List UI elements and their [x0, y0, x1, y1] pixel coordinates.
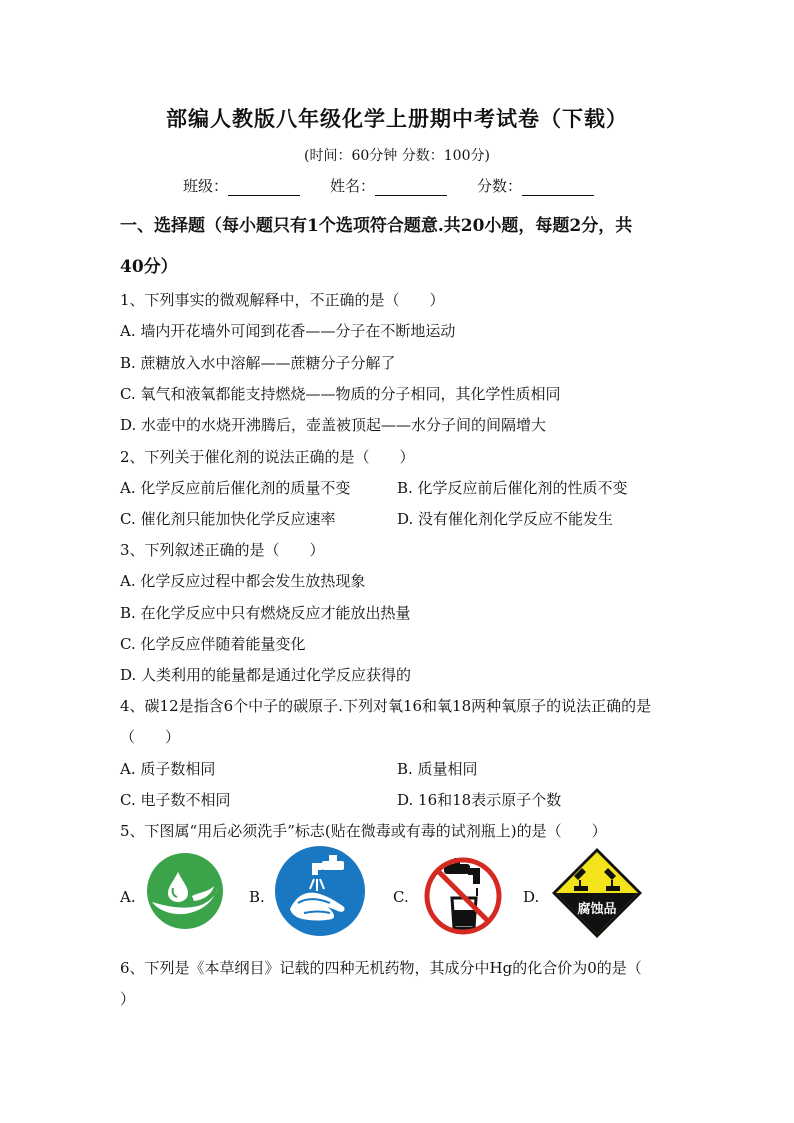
name-label: 姓名： [330, 177, 376, 195]
name-blank[interactable] [375, 181, 447, 196]
section-heading: 一、选择题（每小题只有1个选项符合题意.共20小题，每题2分，共 [120, 216, 633, 236]
student-info-row [183, 175, 594, 196]
question-5-option-c-label: C. [393, 888, 409, 906]
question-4-option-c: C. 电子数不相同 [120, 791, 231, 809]
question-3-option-a: A. 化学反应过程中都会发生放热现象 [120, 572, 366, 590]
question-6-stem: 6、下列是《本草纲目》记载的四种无机药物，其成分中Hg的化合价为0的是（ [120, 959, 642, 977]
corrosive-hazard-sign-icon [550, 846, 644, 944]
question-6-stem-cont: ） [120, 990, 136, 1008]
question-1-stem: 1、下列事实的微观解释中，不正确的是（ ） [120, 291, 445, 309]
no-drinking-water-sign-icon [424, 852, 502, 940]
class-blank[interactable] [228, 181, 300, 196]
section-heading-cont: 40分） [120, 257, 178, 277]
question-1-option-b: B. 蔗糖放入水中溶解——蔗糖分子分解了 [120, 354, 396, 372]
green-water-drop-sign-icon [146, 852, 224, 934]
corrosive-label: 腐蚀品 [577, 902, 617, 917]
question-1-option-c: C. 氧气和液氧都能支持燃烧——物质的分子相同，其化学性质相同 [120, 385, 561, 403]
question-2-option-b: B. 化学反应前后催化剂的性质不变 [397, 479, 628, 497]
question-4-option-a: A. 质子数相同 [120, 760, 216, 778]
page-title: 部编人教版八年级化学上册期中考试卷（下载） [166, 106, 628, 131]
question-3-stem: 3、下列叙述正确的是（ ） [120, 541, 325, 559]
question-4-stem: 4、碳12是指含6个中子的碳原子.下列对氧16和氧18两种氧原子的说法正确的是 [120, 697, 652, 715]
hand-washing-sign-icon [274, 852, 366, 941]
score-label: 分数： [477, 177, 523, 195]
question-3-option-d: D. 人类利用的能量都是通过化学反应获得的 [120, 666, 412, 684]
question-1-option-d: D. 水壶中的水烧开沸腾后，壶盖被顶起——水分子间的间隔增大 [120, 416, 547, 434]
question-3-option-c: C. 化学反应伴随着能量变化 [120, 635, 306, 653]
question-4-stem-cont: （ ） [120, 728, 181, 746]
class-label: 班级： [183, 177, 229, 195]
score-blank[interactable] [522, 181, 594, 196]
question-5-stem: 5、下图属“用后必须洗手”标志(贴在微毒或有毒的试剂瓶上)的是（ ） [120, 822, 607, 840]
question-2-option-d: D. 没有催化剂化学反应不能发生 [397, 510, 614, 528]
question-1-option-a: A. 墙内开花墙外可闻到花香——分子在不断地运动 [120, 322, 456, 340]
question-3-option-b: B. 在化学反应中只有燃烧反应才能放出热量 [120, 604, 411, 622]
question-5-option-b-label: B. [249, 888, 265, 906]
question-4-option-d: D. 16和18表示原子个数 [397, 791, 562, 809]
question-2-option-a: A. 化学反应前后催化剂的质量不变 [120, 479, 351, 497]
question-2-stem: 2、下列关于催化剂的说法正确的是（ ） [120, 448, 415, 466]
question-2-option-c: C. 催化剂只能加快化学反应速率 [120, 510, 336, 528]
question-5-option-a-label: A. [120, 888, 136, 906]
question-5-option-d-label: D. [523, 888, 540, 906]
exam-time-score: (时间：60分钟 分数：100分) [304, 148, 490, 164]
question-4-option-b: B. 质量相同 [397, 760, 478, 778]
